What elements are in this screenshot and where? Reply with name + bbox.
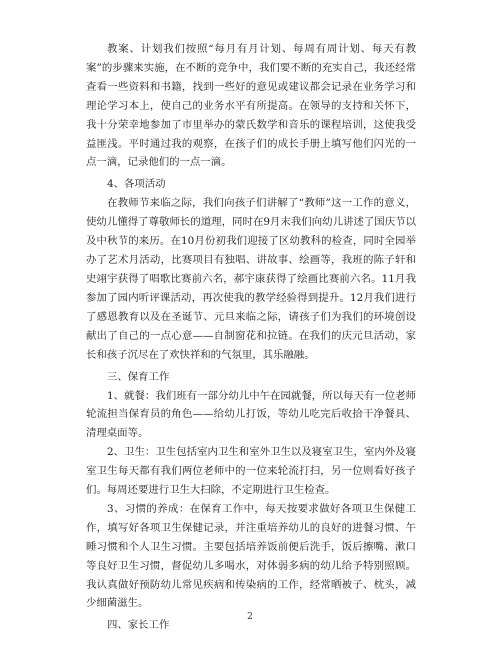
paragraph-habits: 3、习惯的养成：在保育工作中，每天按要求做好各项卫生保健工作，填写好各项卫生保健记录，并注重培养幼儿的良好的进餐习惯、午睡习惯和个人卫生习惯。主要包括培养饭前便后洗手，饭后擦嘴、漱口等良好卫生习惯，督促幼儿多喝水，对体弱多病的幼儿给予特别照顾。我认真做好预防幼儿常见疾病和传染病的工作，经常晒被子、枕头，减少细菌滋生。 xyxy=(86,502,416,610)
document-body xyxy=(86,40,416,635)
page-number: 2 xyxy=(247,612,253,622)
heading-childcare: 三、保育工作 xyxy=(107,370,170,383)
paragraph-meals: 1、就餐：我们班有一部分幼儿中午在园就餐，所以每天有一位老师轮流担当保育员的角色——给幼儿打饭，等幼儿吃完后收拾干净餐具、清理桌面等。 xyxy=(86,389,416,440)
heading-activities: 4、各项活动 xyxy=(107,178,166,191)
paragraph-hygiene: 2、卫生：卫生包括室内卫生和室外卫生以及寝室卫生，室内外及寝室卫生每天都有我们两位老师中的一位来轮流打扫，另一位则看好孩子们。每周还要进行卫生大扫除，不定期进行卫生检查。 xyxy=(86,446,416,497)
paragraph-lesson-plans: 教案、计划我们按照“每月有月计划、每周有周计划、每天有教案”的步骤来实施，在不断的竞争中，我们要不断的充实自己，我还经常查看一些资料和书籍，找到一些好的意见或建议都会记录在业务学习和理论学习本上，使自己的业务水平有所提高。在领导的支持和关怀下，我十分荣幸地参加了市里举办的蒙氏数学和音乐的课程培训，这使我受益匪浅。平时通过我的观察，在孩子们的成长手册上填写他们闪光的一点一滴，记录他们的一点一滴。 xyxy=(86,43,416,169)
heading-parent-work: 四、家长工作 xyxy=(107,619,170,632)
paragraph-teachers-day: 在教师节来临之际，我们向孩子们讲解了“教师”这一工作的意义，使幼儿懂得了尊敬师长的道理，同时在9月末我们向幼儿讲述了国庆节以及中秋节的来历。在10月份初我们迎接了区幼教科的检查，同时全园举办了艺术月活动，比赛项目有独唱、讲故事、绘画等，我班的陈子轩和史翊宇获得了唱歌比赛前六名，郝宇康获得了绘画比赛前六名。11月我参加了园内听评课活动，再次使我的教学经验得到提升。12月我们进行了感恩教育以及在圣诞节、元旦来临之际，请孩子们为我们的环境创设献出了自己的一点心意——自制窗花和拉链。在我们的庆元旦活动，家长和孩子沉尽在了欢快祥和的气氛里，其乐融融。 xyxy=(86,197,416,361)
